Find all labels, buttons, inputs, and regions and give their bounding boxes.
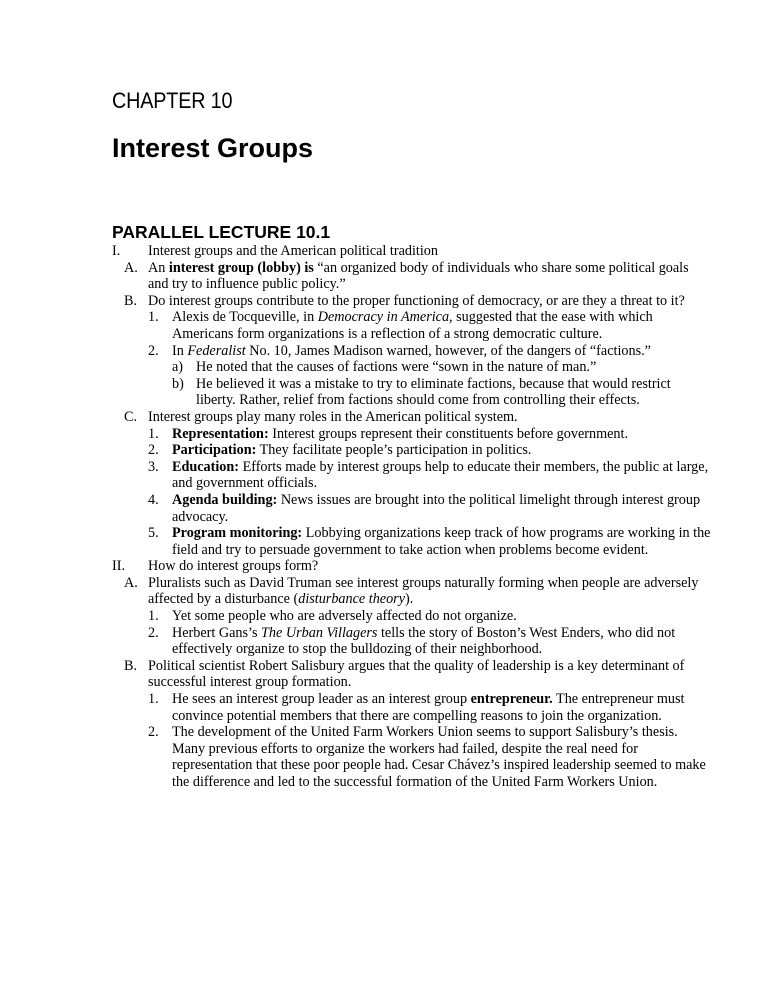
role-term: Agenda building: xyxy=(172,491,278,508)
outline-item-I-C-5 xyxy=(112,525,712,558)
outline-number: 5. xyxy=(148,525,159,542)
outline-number: B. xyxy=(124,292,138,309)
role-term: Representation: xyxy=(172,425,269,442)
outline-text: Education: Efforts made by interest groups help to educate their members, the public at large, and government officials. xyxy=(172,458,709,492)
book-title: The Urban Villagers xyxy=(261,624,378,641)
outline-item-I-C-3 xyxy=(112,459,712,492)
outline-number: 2. xyxy=(148,724,159,741)
role-term: Participation: xyxy=(172,442,257,459)
outline-number: C. xyxy=(124,408,138,425)
outline-text: Interest groups play many roles in the American political system. xyxy=(148,408,518,425)
outline-item-I-C-1 xyxy=(112,426,712,443)
outline-number: A. xyxy=(124,259,138,276)
outline-item-I-C-4 xyxy=(112,492,712,525)
outline-number: 4. xyxy=(148,491,159,508)
outline-item-II-A-1 xyxy=(112,608,712,625)
outline-item-II-B-1 xyxy=(112,691,712,724)
outline-item-II xyxy=(112,558,712,575)
outline-number: b) xyxy=(172,375,184,392)
outline-number: 1. xyxy=(148,608,159,625)
outline-text: Herbert Gans’s The Urban Villagers tells the story of Boston’s West Enders, who did not effectively organize to stop the bulldozing of their neighborhood. xyxy=(172,624,676,658)
outline-text: Do interest groups contribute to the proper functioning of democracy, or are they a threat to it? xyxy=(148,292,685,309)
outline-text: He sees an interest group leader as an interest group entrepreneur. The entrepreneur must convince potential members that there are compelling reasons to join the organization. xyxy=(172,691,685,724)
role-term: Education: xyxy=(172,458,240,475)
outline-text: Participation: They facilitate people’s participation in politics. xyxy=(172,442,532,459)
outline-number: 2. xyxy=(148,342,159,359)
outline-number: I. xyxy=(112,243,121,259)
outline-number: 1. xyxy=(148,691,159,708)
outline-item-I-C xyxy=(112,409,712,426)
outline-number: II. xyxy=(112,558,125,575)
outline-text: Representation: Interest groups represent their constituents before government. xyxy=(172,425,628,442)
book-title: Federalist xyxy=(187,342,246,359)
outline-item-I-A xyxy=(112,260,712,293)
outline-text: An interest group (lobby) is “an organized body of individuals who share some political goals and try to influence public policy.” xyxy=(148,259,689,293)
outline-item-I-B-2 xyxy=(112,343,712,360)
chapter-label: CHAPTER 10 xyxy=(112,88,233,113)
role-term: Program monitoring: xyxy=(172,525,303,542)
term-entrepreneur: entrepreneur. xyxy=(470,691,553,708)
outline-text: The development of the United Farm Workers Union seems to support Salisbury’s thesis. Many previous efforts to organize the workers had failed, despite the real need for representation that these poor people had. Cesar Chávez’s inspired leadership seemed to make the difference and led to the successful formation of the United Farm Workers Union. xyxy=(172,724,706,790)
outline-number: 2. xyxy=(148,624,159,641)
outline-text: Alexis de Tocqueville, in Democracy in America, suggested that the ease with which Americans form organizations is a reflection of a strong democratic culture. xyxy=(172,309,653,342)
outline-item-I-B xyxy=(112,293,712,310)
outline-text: Pluralists such as David Truman see interest groups naturally forming when people are adversely affected by a disturbance (disturbance theory). xyxy=(148,574,699,608)
outline-number: B. xyxy=(124,657,138,674)
outline-item-I-B-1 xyxy=(112,309,712,342)
outline-text: In Federalist No. 10, James Madison warned, however, of the dangers of “factions.” xyxy=(172,342,651,359)
book-title: Democracy in America, xyxy=(317,309,453,326)
outline-number: 3. xyxy=(148,458,159,475)
outline-number: 1. xyxy=(148,425,159,442)
section-heading: PARALLEL LECTURE 10.1 xyxy=(112,222,331,242)
lecture-outline xyxy=(112,243,712,791)
outline-text: Interest groups and the American political tradition xyxy=(148,243,438,259)
outline-item-I-B-2-a xyxy=(112,359,712,376)
outline-text: Program monitoring: Lobbying organizations keep track of how programs are working in the field and try to persuade government to take action when problems become evident. xyxy=(172,525,711,558)
outline-number: 1. xyxy=(148,309,159,326)
outline-number: a) xyxy=(172,359,184,376)
outline-text: He noted that the causes of factions were “sown in the nature of man.” xyxy=(196,359,597,376)
outline-number: A. xyxy=(124,574,138,591)
outline-item-II-B-2 xyxy=(112,724,712,790)
outline-text: Agenda building: News issues are brought into the political limelight through interest group advocacy. xyxy=(172,491,701,525)
outline-item-II-A xyxy=(112,575,712,608)
chapter-title: Interest Groups xyxy=(112,133,314,163)
outline-number: 2. xyxy=(148,442,159,459)
outline-text: He believed it was a mistake to try to eliminate factions, because that would restrict liberty. Rather, relief from factions should come from controlling their effects. xyxy=(196,375,671,409)
outline-text: How do interest groups form? xyxy=(148,558,319,575)
outline-item-I xyxy=(112,243,712,260)
outline-item-II-A-2 xyxy=(112,625,712,658)
outline-text: Political scientist Robert Salisbury argues that the quality of leadership is a key determinant of successful interest group formation. xyxy=(148,657,685,691)
outline-item-I-B-2-b xyxy=(112,376,712,409)
outline-item-II-B xyxy=(112,658,712,691)
outline-text: Yet some people who are adversely affected do not organize. xyxy=(172,608,517,625)
theory-term: disturbance theory xyxy=(298,591,405,608)
outline-item-I-C-2 xyxy=(112,442,712,459)
term-interest-group: interest group (lobby) is xyxy=(168,259,314,276)
